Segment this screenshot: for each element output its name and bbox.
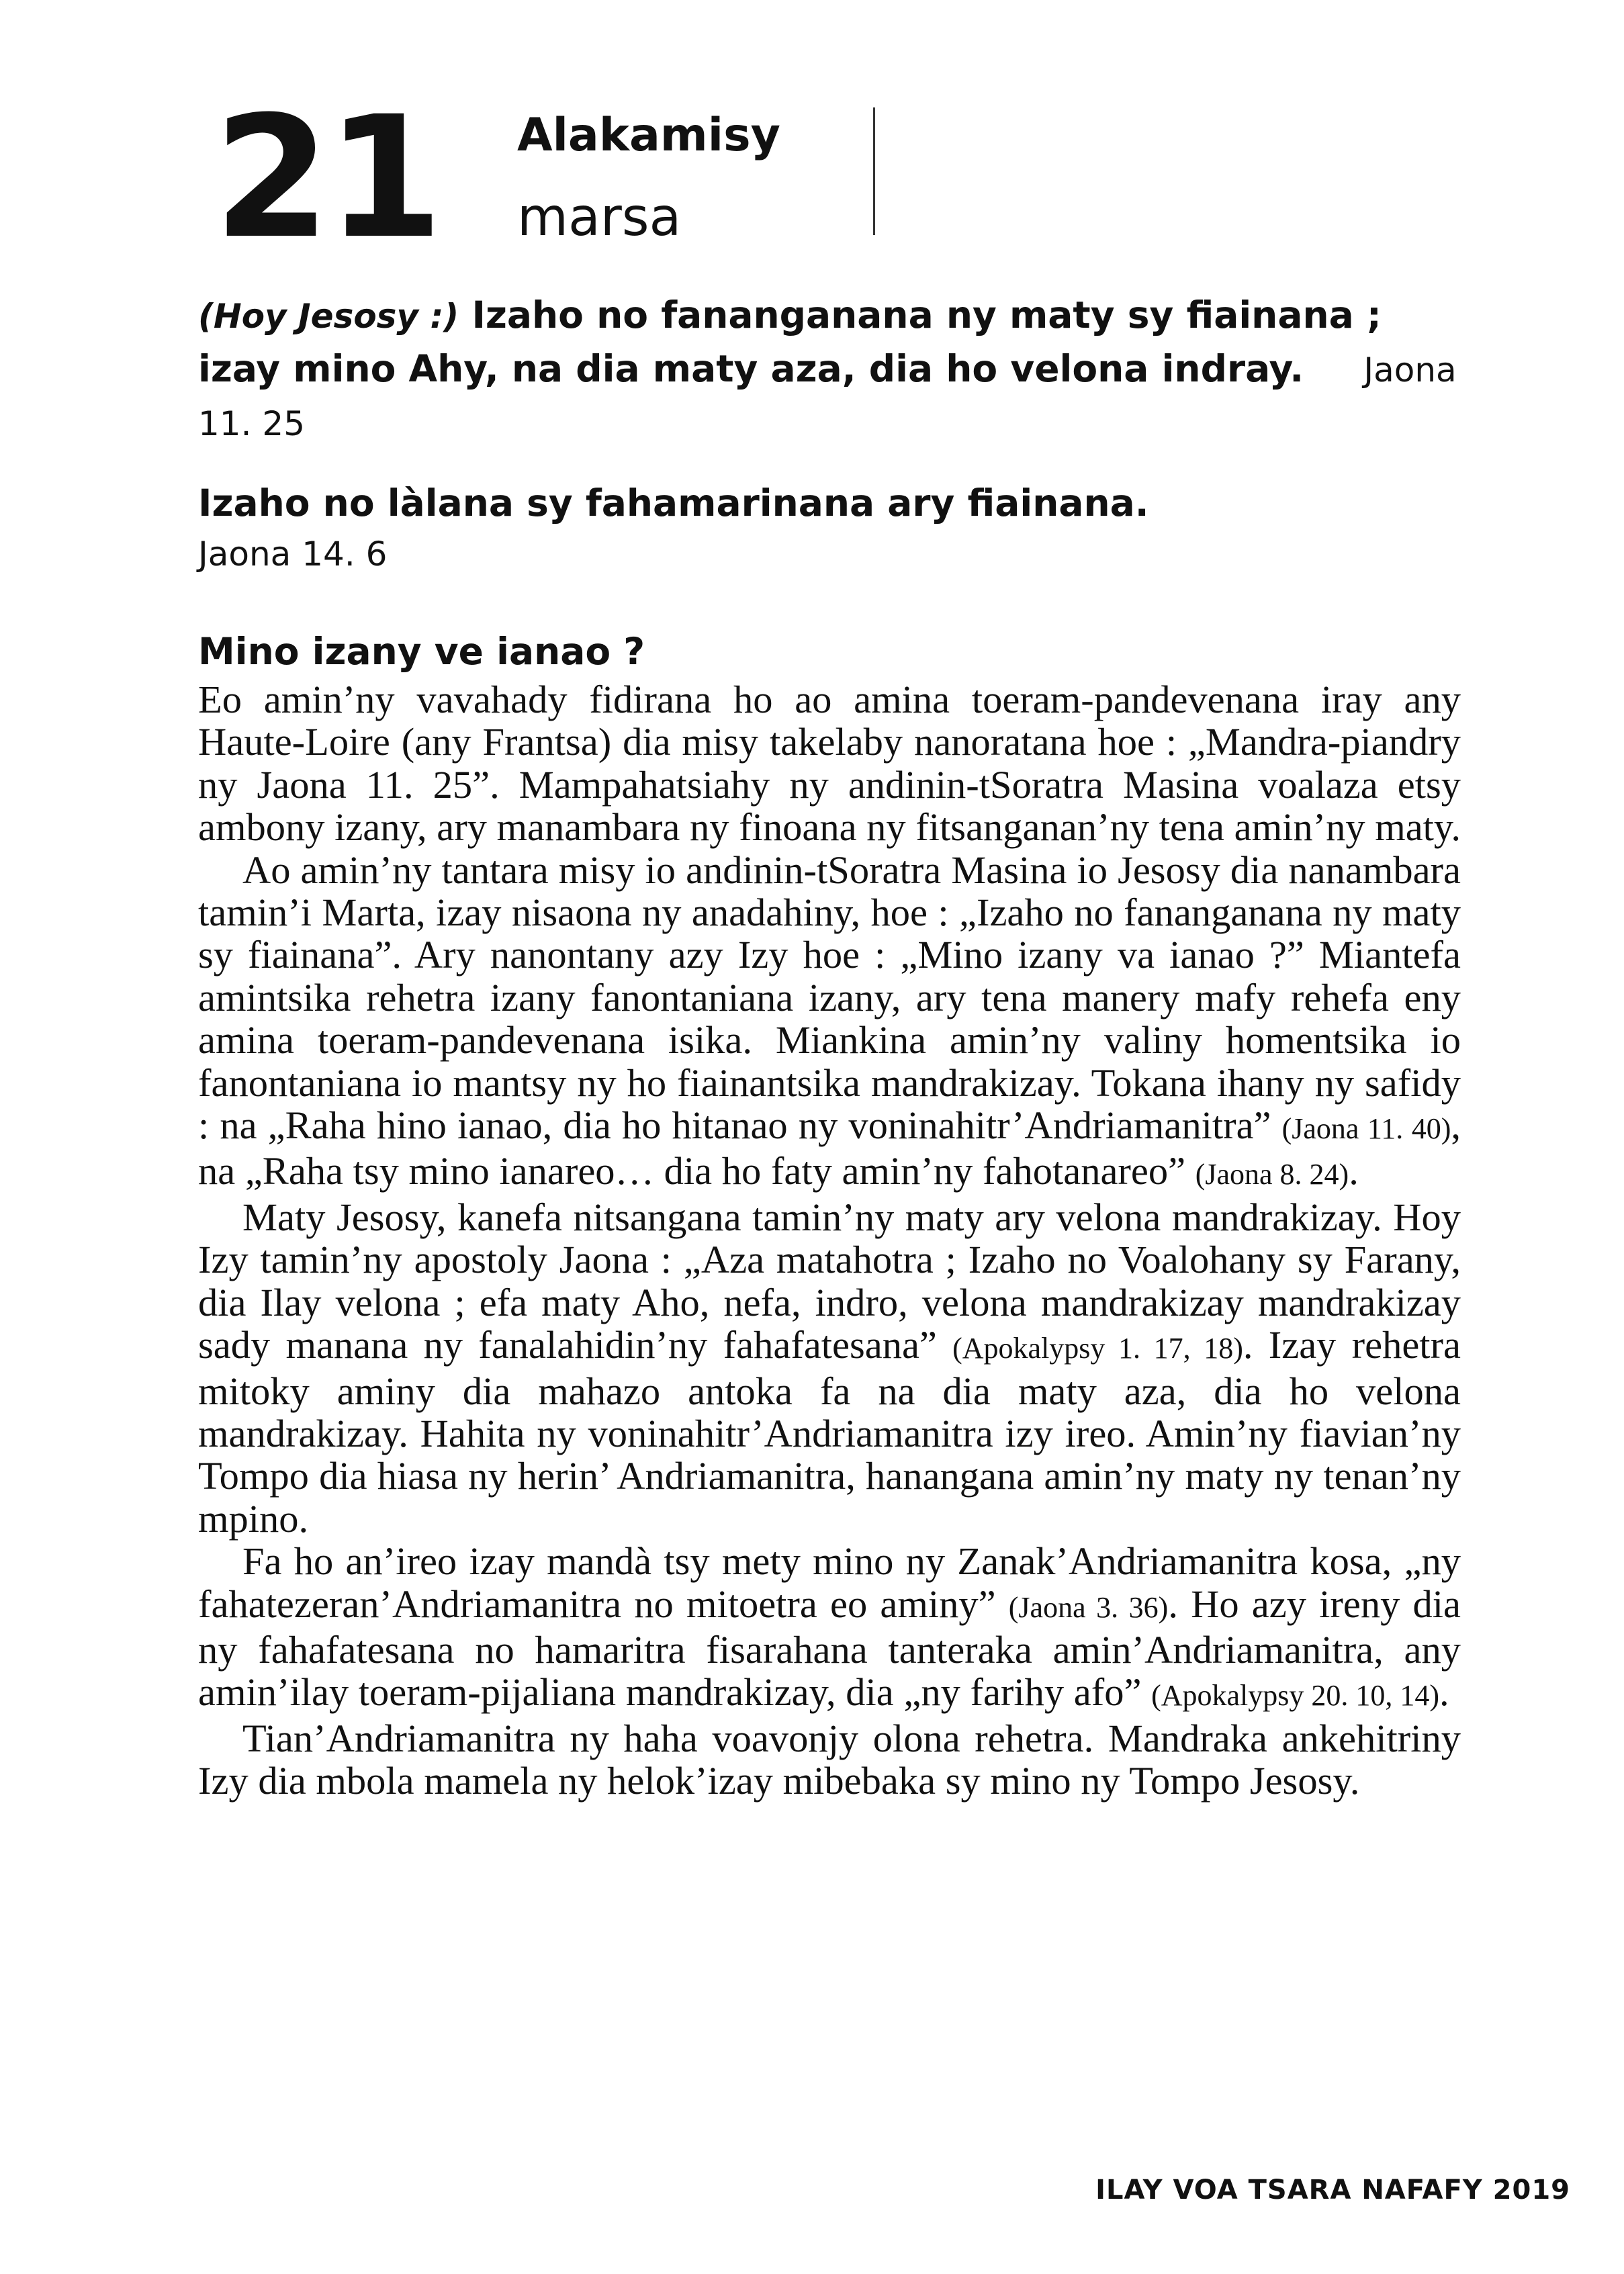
verse-intro: (Hoy Jesosy :) <box>198 297 459 336</box>
weekday-label: Alakamisy <box>517 109 780 162</box>
paragraph-5: Tian’Andriamanitra ny haha voavonjy olona rehetra. Mandraka ankehitriny Izy dia mbola mamela ny helok’izay mibebaka sy mino ny Tompo Jesosy. <box>198 1716 1461 1803</box>
paragraph-4 <box>198 1540 1461 1717</box>
paragraph-2 <box>198 849 1461 1196</box>
paragraph-4-text: . Ho azy ireny dia ny fahafatesana no hamaritra fisarahana tanteraka amin’Andriamanitra, any amin’ilay toeram-pijaliana mandrakizay, dia „ny farihy afo” <box>198 1582 1461 1715</box>
article-body <box>198 678 1461 1803</box>
paragraph-3 <box>198 1196 1461 1540</box>
date-number: 21 <box>214 80 439 275</box>
paragraph-2-text: , na „Raha tsy mino ianareo… dia ho faty amin’ny fahotanareo” <box>198 1103 1461 1193</box>
scripture-reference: (Jaona 11. 40) <box>1281 1112 1451 1146</box>
verse-reference: Jaona 11. 25 <box>198 351 1457 443</box>
paragraph-3-text: Maty Jesosy, kanefa nitsangana tamin’ny maty ary velona mandrakizay. Hoy Izy tamin’ny apostoly Jaona : „Aza matahotra ; Izaho no Voalohany sy Farany, dia Ilay velona ; efa maty Aho, nefa, indro, velona mandrakizay mandrakizay sady manana ny fanalahidin’ny fahafatesana” <box>198 1195 1461 1367</box>
page-content <box>198 289 1461 1803</box>
header-divider <box>873 107 875 235</box>
scripture-reference: (Apokalypsy 20. 10, 14) <box>1151 1679 1440 1713</box>
paragraph-3-text: . Izay rehetra mitoky aminy dia mahazo antoka fa na dia maty aza, dia ho velona mandrakizay. Hahita ny voninahitr’Andriamanitra izy ireo. Amin’ny fiavian’ny Tompo dia hiasa ny herin’ Andriamanitra, hanangana amin’ny maty ny tenan’ny mpino. <box>198 1323 1461 1541</box>
scripture-reference: (Jaona 8. 24) <box>1195 1158 1349 1191</box>
paragraph-4-text: Fa ho an’ireo izay mandà tsy mety mino ny Zanak’Andriamanitra kosa, „ny fahatezeran’Andriamanitra no mitoetra eo aminy” <box>198 1539 1461 1626</box>
daily-verse-1 <box>198 289 1461 450</box>
paragraph-2-text: . <box>1349 1149 1359 1193</box>
paragraph-1: Eo amin’ny vavahady fidirana ho ao amina toeram-pandevenana iray any Haute-Loire (any Frantsa) dia misy takelaby nanoratana hoe : „Mandra-piandry ny Jaona 11. 25”. Mampahatsiahy ny andinin-tSoratra Masina voalaza etsy ambony izany, ary manambara ny finoana ny fitsanganan’ny tena amin’ny maty. <box>198 678 1461 850</box>
daily-verse-2: Izaho no làlana sy fahamarinana ary fiainana. <box>198 482 1149 525</box>
scripture-reference: (Jaona 3. 36) <box>1008 1590 1169 1624</box>
paragraph-4-text: . <box>1439 1670 1449 1715</box>
paragraph-2-text: Ao amin’ny tantara misy io andinin-tSoratra Masina io Jesosy dia nanambara tamin’i Marta, izay nisaona ny anadahiny, hoe : „Izaho no fananganana ny maty sy fiainana”. Ary nanontany azy Izy hoe : „Mino izany va ianao ?” Miantefa amintsika rehetra izany fanontaniana izany, ary tena manery mafy rehefa eny amina toeram-pandevenana isika. Miankina amin’ny valiny homentsika io fanontaniana io mantsy ny ho fiainantsika mandrakizay. Tokana ihany ny safidy : na „Raha hino ianao, dia ho hitanao ny voninahitr’Andriamanitra” <box>198 848 1461 1148</box>
verse-text: Izaho no fananganana ny maty sy fiainana ; izay mino Ahy, na dia maty aza, dia ho velona indray. <box>198 293 1382 390</box>
verse-2-reference: Jaona 14. 6 <box>198 535 388 574</box>
footer-publication: ILAY VOA TSARA NAFAFY 2019 <box>1095 2175 1570 2205</box>
scripture-reference: (Apokalypsy 1. 17, 18) <box>952 1332 1243 1365</box>
article-title: Mino izany ve ianao ? <box>198 630 645 673</box>
month-label: marsa <box>517 187 682 248</box>
